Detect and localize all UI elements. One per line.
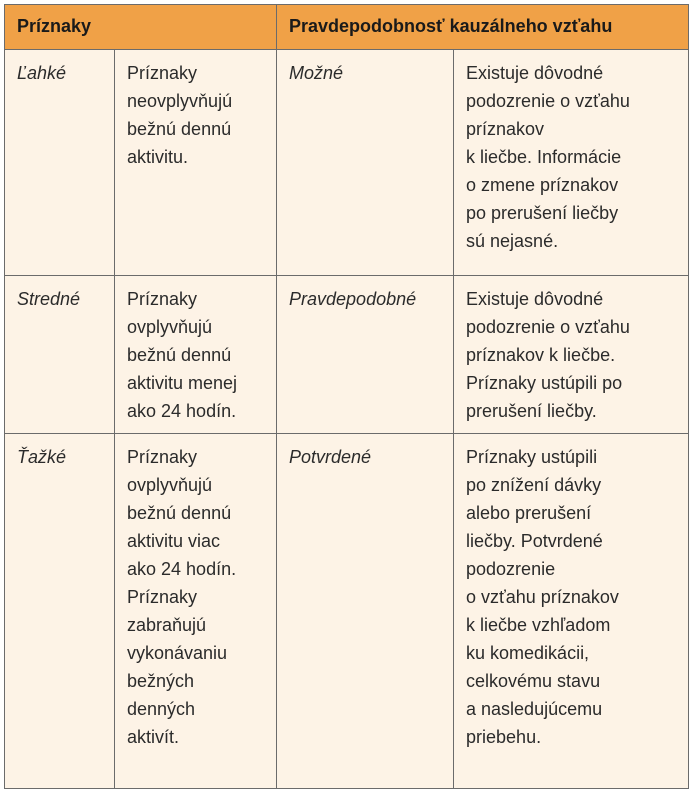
description-line: bežnú dennú	[127, 503, 232, 523]
probability-cell: Možné	[277, 50, 454, 276]
probability-description-line: sú nejasné.	[466, 231, 559, 251]
probability-description-line: liečby. Potvrdené	[466, 531, 603, 551]
symptoms-causality-table	[4, 4, 689, 789]
description-line: denných	[127, 699, 196, 719]
description-line: Príznaky	[127, 289, 198, 309]
probability-description-line: príznakov k liečbe.	[466, 345, 616, 365]
probability-description-line: prerušení liečby.	[466, 401, 597, 421]
description-line: aktivitu viac	[127, 531, 221, 551]
description-line: ovplyvňujú	[127, 317, 213, 337]
probability-description-line: podozrenie	[466, 559, 556, 579]
description-line: aktivitu.	[127, 147, 189, 167]
probability-description-line: k liečbe vzhľadom	[466, 615, 611, 635]
description-line: Príznaky	[127, 447, 198, 467]
probability-description-line: o zmene príznakov	[466, 175, 619, 195]
header-causality: Pravdepodobnosť kauzálneho vzťahu	[277, 5, 689, 50]
description-line: bežných	[127, 671, 195, 691]
table-row	[5, 50, 689, 276]
probability-description-line: celkovému stavu	[466, 671, 601, 691]
description-line: zabraňujú	[127, 615, 207, 635]
probability-description-line: Príznaky ustúpili	[466, 447, 598, 467]
description-line: bežnú dennú	[127, 119, 232, 139]
table-row	[5, 276, 689, 434]
probability-description-line: priebehu.	[466, 727, 542, 747]
table-container	[4, 4, 688, 789]
severity-description-cell	[115, 434, 277, 789]
probability-description-line: ku komedikácii,	[466, 643, 590, 663]
probability-description-line: a nasledujúcemu	[466, 699, 603, 719]
description-line: ako 24 hodín.	[127, 559, 237, 579]
severity-cell: Stredné	[5, 276, 115, 434]
header-symptoms: Príznaky	[5, 5, 277, 50]
description-line: Príznaky	[127, 63, 198, 83]
description-line: bežnú dennú	[127, 345, 232, 365]
header-row	[5, 5, 689, 50]
description-line: vykonávaniu	[127, 643, 228, 663]
description-line: ovplyvňujú	[127, 475, 213, 495]
probability-description-cell	[454, 434, 689, 789]
description-line: neovplyvňujú	[127, 91, 233, 111]
probability-description-cell	[454, 50, 689, 276]
severity-description-cell	[115, 50, 277, 276]
probability-description-line: po znížení dávky	[466, 475, 602, 495]
probability-description-line: k liečbe. Informácie	[466, 147, 622, 167]
probability-description-line: o vzťahu príznakov	[466, 587, 619, 607]
probability-description-line: podozrenie o vzťahu	[466, 317, 630, 337]
severity-description-cell	[115, 276, 277, 434]
table-row	[5, 434, 689, 789]
probability-description-line: alebo prerušení	[466, 503, 592, 523]
probability-cell: Pravdepodobné	[277, 276, 454, 434]
probability-description-line: príznakov	[466, 119, 545, 139]
probability-description-line: podozrenie o vzťahu	[466, 91, 630, 111]
probability-description-cell	[454, 276, 689, 434]
severity-cell: Ľahké	[5, 50, 115, 276]
probability-description-line: Existuje dôvodné	[466, 289, 604, 309]
description-line: Príznaky	[127, 587, 198, 607]
description-line: aktivitu menej	[127, 373, 238, 393]
description-line: aktivít.	[127, 727, 180, 747]
severity-cell: Ťažké	[5, 434, 115, 789]
description-line: ako 24 hodín.	[127, 401, 237, 421]
probability-description-line: Príznaky ustúpili po	[466, 373, 623, 393]
probability-description-line: po prerušení liečby	[466, 203, 619, 223]
probability-description-line: Existuje dôvodné	[466, 63, 604, 83]
probability-cell: Potvrdené	[277, 434, 454, 789]
